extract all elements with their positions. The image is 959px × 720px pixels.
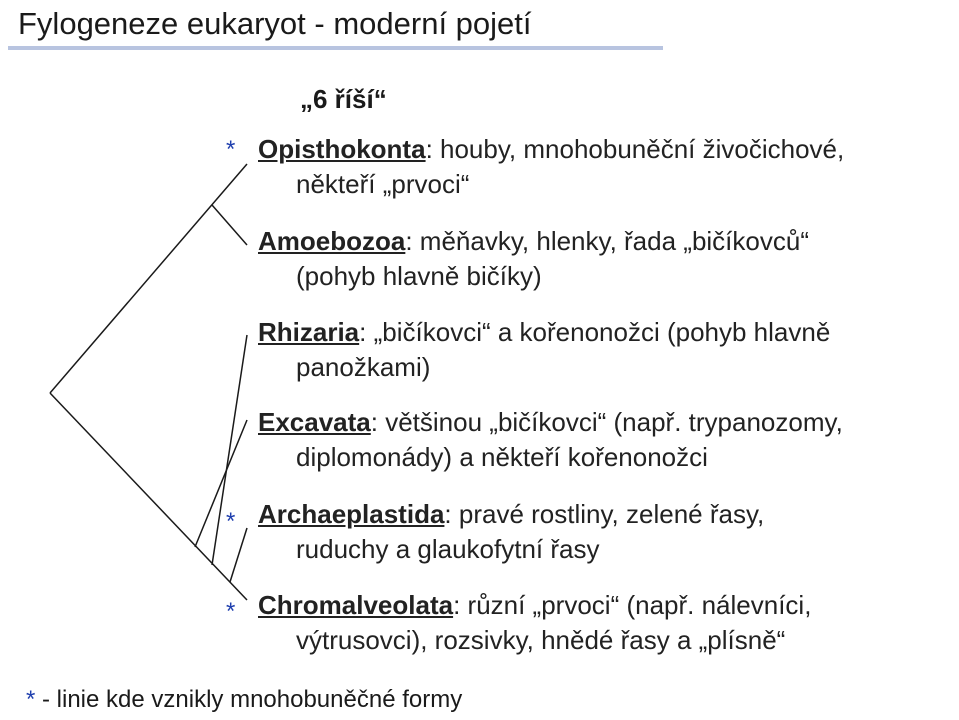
tree-branch-archaeplastida [230, 528, 247, 582]
taxon-name: Archaeplastida [258, 499, 445, 529]
multicellular-marker-archaeplastida: * [226, 508, 236, 535]
multicellular-marker-chromalveolata: * [226, 598, 236, 625]
taxon-description: houby, mnohobuněční živočichové, [440, 134, 845, 164]
taxon-excavata [258, 405, 843, 475]
taxon-description-continued: výtrusovci), rozsivky, hnědé řasy a „plísně“ [296, 625, 786, 655]
separator: : [405, 226, 420, 256]
tree-root-upper [50, 164, 247, 393]
taxon-description-continued: ruduchy a glaukofytní řasy [296, 534, 600, 564]
taxon-opisthokonta [258, 132, 844, 202]
taxon-description: měňavky, hlenky, řada „bičíkovců“ [419, 226, 809, 256]
separator: : [444, 499, 459, 529]
taxon-rhizaria [258, 315, 830, 385]
tree-root-lower [50, 393, 247, 600]
taxon-name: Chromalveolata [258, 590, 454, 620]
separator: : [453, 590, 468, 620]
taxon-chromalveolata [258, 588, 811, 658]
taxon-description-continued: diplomonády) a někteří kořenonožci [296, 442, 708, 472]
taxon-description: různí „prvoci“ (např. nálevníci, [467, 590, 812, 620]
footnote [26, 683, 462, 717]
taxon-description: „bičíkovci“ a kořenonožci (pohyb hlavně [373, 317, 831, 347]
taxon-name: Rhizaria [258, 317, 360, 347]
taxon-description-continued: panožkami) [296, 352, 431, 382]
separator: : [370, 407, 386, 437]
footnote-marker: * [26, 686, 36, 713]
multicellular-marker-opisthokonta: * [226, 136, 236, 163]
taxon-archaeplastida [258, 497, 764, 567]
taxon-amoebozoa [258, 224, 809, 294]
page-title: Fylogeneze eukaryot - moderní pojetí [18, 6, 532, 41]
taxon-name: Amoebozoa [258, 226, 406, 256]
separator: : [359, 317, 374, 347]
tree-branch-amoebozoa [212, 205, 247, 245]
tree-branch-excavata [195, 420, 247, 547]
separator: : [425, 134, 441, 164]
taxon-description-continued: (pohyb hlavně bičíky) [296, 261, 542, 291]
taxon-description: pravé rostliny, zelené řasy, [458, 499, 765, 529]
kingdoms-heading: „6 říší“ [300, 84, 387, 114]
taxon-name: Opisthokonta [258, 134, 426, 164]
taxon-description: většinou „bičíkovci“ (např. trypanozomy, [385, 407, 843, 437]
footnote-text: - linie kde vznikly mnohobuněčné formy [35, 686, 463, 713]
taxon-name: Excavata [258, 407, 371, 437]
taxon-description-continued: někteří „prvoci“ [296, 169, 470, 199]
